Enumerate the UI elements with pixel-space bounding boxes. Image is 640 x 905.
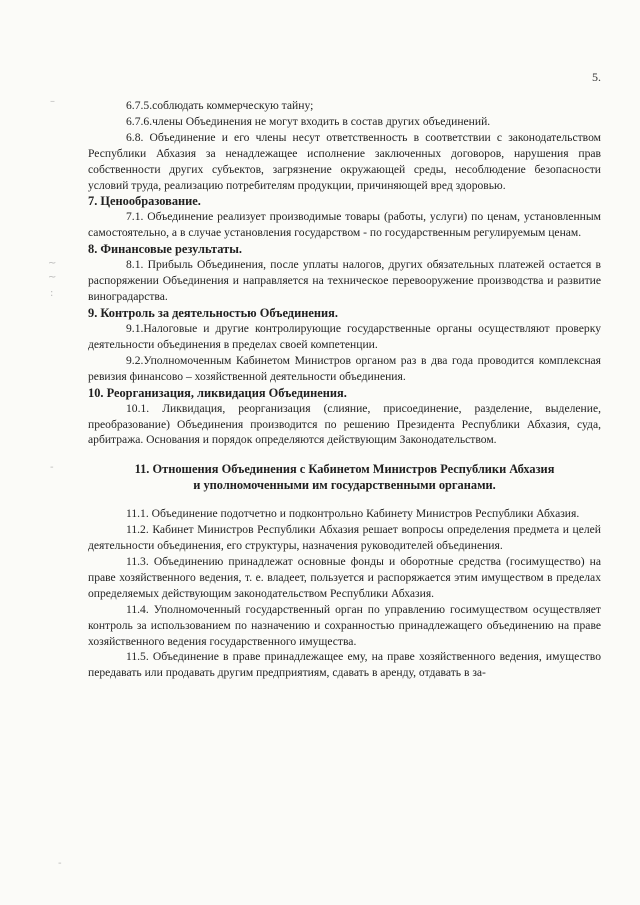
paragraph-6-7-5: 6.7.5.соблюдать коммерческую тайну; (126, 99, 314, 112)
paragraph-7-1: 7.1. Объединение реализует производимые товары (работы, услуги) по ценам, установленным самостоятельно, а в случае установления государством - по государственным регулируемым ценам. (88, 210, 601, 240)
paragraph-11-1: 11.1. Объединение подотчетно и подконтрольно Кабинету Министров Республики Абхазия. (126, 507, 580, 521)
document-body (88, 98, 601, 681)
section-7-heading: 7. Ценообразование. (88, 194, 201, 209)
paragraph-9-1: 9.1.Налоговые и другие контролирующие государственные органы осуществляют проверку деятельности объединения в пределах своей компетенции. (88, 321, 601, 351)
paragraph-10-1: 10.1. Ликвидация, реорганизация (слияние, присоединение, разделение, выделение, преобразование) Объединения производится по решению Президента Республики Абхазия, суда, арбитража. Основания и порядок определяются действующим Законодательством. (88, 401, 601, 447)
scan-mark: ~ (48, 272, 57, 283)
section-10-heading: 10. Реорганизация, ликвидация Объединения. (88, 385, 347, 400)
paragraph-11-3: 11.3. Объединению принадлежат основные фонды и оборотные средства (госимущество) на праве хозяйственного ведения, т. е. владеет, пользуется и распоряжается этим имуществом в пределах определяемых действующим законодательством Республики Абхазия. (88, 555, 601, 600)
scan-mark: - (58, 858, 62, 869)
section-11-heading (88, 461, 601, 493)
paragraph-11-5: 11.5. Объединение в праве принадлежащее ему, на праве хозяйственного ведения, имущество передавать или продавать другим предприятиям, сдавать в аренду, отдавать в за- (88, 650, 601, 680)
scan-mark: ~ (48, 258, 57, 269)
section-11-heading-line-2: и уполномоченными им государственными органами. (193, 478, 496, 493)
section-8-heading: 8. Финансовые результаты. (88, 242, 242, 257)
paragraph-11-2: 11.2. Кабинет Министров Республики Абхазия решает вопросы определения предмета и целей деятельности объединения, его структуры, назначения руководителей объединения. (88, 523, 601, 553)
scan-mark: : (50, 288, 54, 299)
scan-mark: – (50, 96, 55, 107)
scan-mark: - (50, 462, 54, 473)
paragraph-9-2: 9.2.Уполномоченным Кабинетом Министров органом раз в два года проводится комплексная ревизия финансово – хозяйственной деятельности объединения. (88, 353, 601, 383)
paragraph-8-1: 8.1. Прибыль Объединения, после уплаты налогов, других обязательных платежей остается в распоряжении Объединения и направляется на техническое перевооружение производства и развитие виноградарства. (88, 258, 601, 304)
page-number: 5. (592, 70, 601, 84)
section-9-heading: 9. Контроль за деятельностью Объединения. (88, 305, 338, 320)
paragraph-11-4: 11.4. Уполномоченный государственный орган по управлению госимуществом осуществляет контроль за использованием по назначению и сохранностью принадлежащего объединению на праве хозяйственного ведения государственного имущества. (88, 602, 601, 648)
paragraph-6-7-6: 6.7.6.члены Объединения не могут входить в состав других объединений. (126, 114, 491, 128)
paragraph-6-8: 6.8. Объединение и его члены несут ответственность в соответствии с законодательством Республики Абхазия за ненадлежащее исполнение заключенных договоров, нарушения прав собственности других субъектов, загрязнение окружающей среды, несоблюдение безопасности условий труда, реализацию потребителям продукции, причиняющей вред здоровью. (88, 130, 601, 192)
section-11-heading-line-1: 11. Отношения Объединения с Кабинетом Министров Республики Абхазия (134, 462, 555, 477)
